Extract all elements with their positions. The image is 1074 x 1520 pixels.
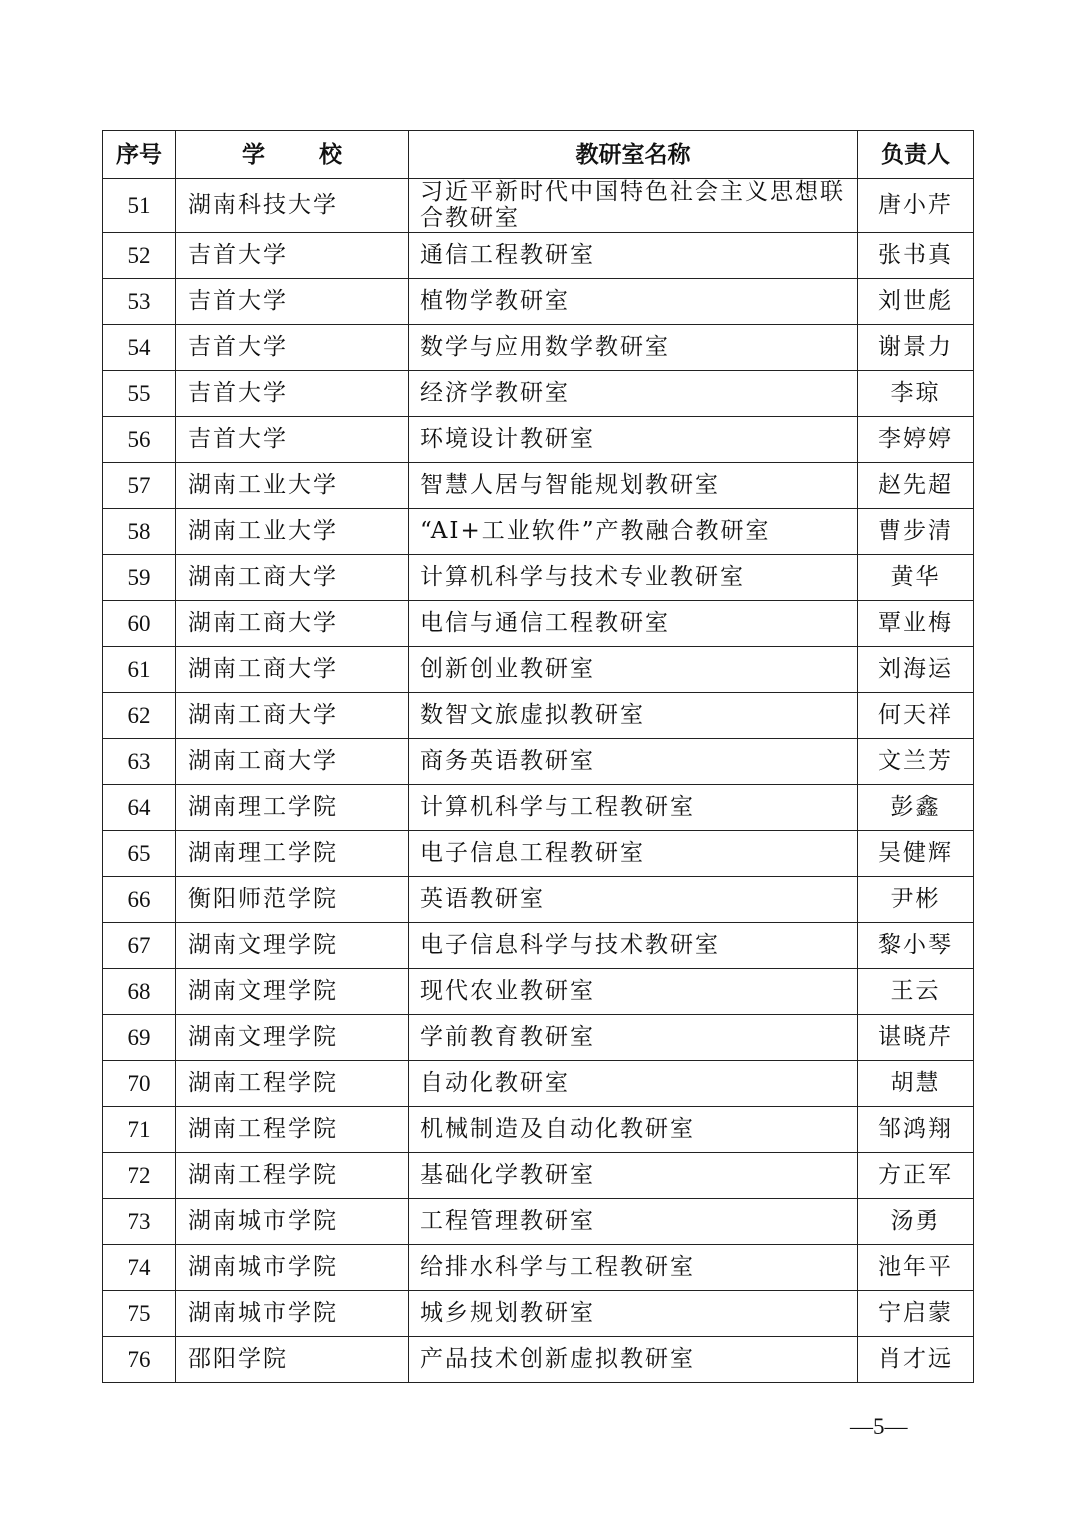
cell-lab-name: 通信工程教研室 <box>409 232 858 278</box>
table-row <box>103 922 974 968</box>
table-row <box>103 1014 974 1060</box>
cell-no: 54 <box>103 324 176 370</box>
cell-no: 63 <box>103 738 176 784</box>
cell-no: 64 <box>103 784 176 830</box>
table-row <box>103 554 974 600</box>
table-row <box>103 1198 974 1244</box>
cell-lab-name: 基础化学教研室 <box>409 1152 858 1198</box>
cell-school: 湖南文理学院 <box>176 922 409 968</box>
cell-school: 湖南城市学院 <box>176 1244 409 1290</box>
table-row <box>103 1060 974 1106</box>
cell-lab-name: 城乡规划教研室 <box>409 1290 858 1336</box>
cell-school: 吉首大学 <box>176 324 409 370</box>
cell-no: 70 <box>103 1060 176 1106</box>
table-row <box>103 830 974 876</box>
cell-school: 湖南理工学院 <box>176 784 409 830</box>
cell-person: 唐小芹 <box>858 179 974 233</box>
cell-lab-name: 智慧人居与智能规划教研室 <box>409 462 858 508</box>
table-row <box>103 738 974 784</box>
cell-lab-name: 现代农业教研室 <box>409 968 858 1014</box>
cell-no: 57 <box>103 462 176 508</box>
cell-person: 邹鸿翔 <box>858 1106 974 1152</box>
cell-lab-name: 机械制造及自动化教研室 <box>409 1106 858 1152</box>
cell-no: 55 <box>103 370 176 416</box>
cell-school: 湖南工业大学 <box>176 508 409 554</box>
table-row <box>103 278 974 324</box>
cell-school: 湖南工商大学 <box>176 554 409 600</box>
cell-no: 61 <box>103 646 176 692</box>
cell-school: 湖南工业大学 <box>176 462 409 508</box>
cell-no: 66 <box>103 876 176 922</box>
table-header-row <box>103 131 974 179</box>
cell-lab-name: 给排水科学与工程教研室 <box>409 1244 858 1290</box>
table-row <box>103 232 974 278</box>
page-number: —5— <box>850 1414 908 1439</box>
cell-person: 肖才远 <box>858 1336 974 1382</box>
header-school: 学校 <box>176 131 409 179</box>
cell-school: 湖南文理学院 <box>176 968 409 1014</box>
table-row <box>103 646 974 692</box>
cell-school: 吉首大学 <box>176 416 409 462</box>
cell-lab-name: 习近平新时代中国特色社会主义思想联合教研室 <box>409 179 858 233</box>
cell-person: 刘海运 <box>858 646 974 692</box>
cell-no: 72 <box>103 1152 176 1198</box>
cell-school: 湖南工商大学 <box>176 646 409 692</box>
table-row <box>103 324 974 370</box>
cell-person: 文兰芳 <box>858 738 974 784</box>
cell-school: 衡阳师范学院 <box>176 876 409 922</box>
cell-no: 59 <box>103 554 176 600</box>
cell-no: 60 <box>103 600 176 646</box>
cell-person: 张书真 <box>858 232 974 278</box>
cell-school: 湖南工商大学 <box>176 738 409 784</box>
table-row <box>103 1336 974 1382</box>
cell-lab-name: 数智文旅虚拟教研室 <box>409 692 858 738</box>
cell-person: 汤勇 <box>858 1198 974 1244</box>
cell-person: 李琼 <box>858 370 974 416</box>
cell-no: 76 <box>103 1336 176 1382</box>
cell-school: 吉首大学 <box>176 370 409 416</box>
cell-lab-name: 计算机科学与技术专业教研室 <box>409 554 858 600</box>
table-row <box>103 1290 974 1336</box>
table-row <box>103 600 974 646</box>
cell-no: 67 <box>103 922 176 968</box>
table-row <box>103 370 974 416</box>
table-row <box>103 508 974 554</box>
laboratory-table <box>102 130 974 1383</box>
cell-lab-name: 电子信息工程教研室 <box>409 830 858 876</box>
table-row <box>103 1106 974 1152</box>
cell-person: 黎小琴 <box>858 922 974 968</box>
cell-school: 湖南城市学院 <box>176 1198 409 1244</box>
cell-no: 71 <box>103 1106 176 1152</box>
cell-lab-name: 工程管理教研室 <box>409 1198 858 1244</box>
cell-person: 胡慧 <box>858 1060 974 1106</box>
cell-school: 湖南工程学院 <box>176 1060 409 1106</box>
header-person: 负责人 <box>858 131 974 179</box>
cell-lab-name: 产品技术创新虚拟教研室 <box>409 1336 858 1382</box>
cell-lab-name: “AI+工业软件”产教融合教研室 <box>409 508 858 554</box>
cell-lab-name: 植物学教研室 <box>409 278 858 324</box>
cell-no: 53 <box>103 278 176 324</box>
cell-school: 湖南城市学院 <box>176 1290 409 1336</box>
cell-no: 68 <box>103 968 176 1014</box>
cell-person: 吴健辉 <box>858 830 974 876</box>
cell-lab-name: 商务英语教研室 <box>409 738 858 784</box>
cell-person: 池年平 <box>858 1244 974 1290</box>
cell-lab-name: 自动化教研室 <box>409 1060 858 1106</box>
table-row <box>103 416 974 462</box>
cell-no: 51 <box>103 179 176 233</box>
cell-person: 刘世彪 <box>858 278 974 324</box>
cell-school: 湖南工程学院 <box>176 1106 409 1152</box>
cell-lab-name: 数学与应用数学教研室 <box>409 324 858 370</box>
cell-lab-name: 学前教育教研室 <box>409 1014 858 1060</box>
table-row <box>103 1244 974 1290</box>
cell-person: 赵先超 <box>858 462 974 508</box>
header-no: 序号 <box>103 131 176 179</box>
cell-school: 湖南工商大学 <box>176 600 409 646</box>
cell-person: 曹步清 <box>858 508 974 554</box>
cell-lab-name: 环境设计教研室 <box>409 416 858 462</box>
cell-no: 75 <box>103 1290 176 1336</box>
cell-school: 湖南工商大学 <box>176 692 409 738</box>
cell-person: 黄华 <box>858 554 974 600</box>
cell-no: 58 <box>103 508 176 554</box>
cell-no: 69 <box>103 1014 176 1060</box>
table-row <box>103 1152 974 1198</box>
cell-person: 谌晓芹 <box>858 1014 974 1060</box>
cell-school: 湖南文理学院 <box>176 1014 409 1060</box>
cell-school: 湖南科技大学 <box>176 179 409 233</box>
header-lab-name: 教研室名称 <box>409 131 858 179</box>
cell-person: 尹彬 <box>858 876 974 922</box>
table-row <box>103 876 974 922</box>
cell-no: 56 <box>103 416 176 462</box>
table-row <box>103 462 974 508</box>
cell-school: 吉首大学 <box>176 278 409 324</box>
cell-lab-name: 经济学教研室 <box>409 370 858 416</box>
cell-person: 李婷婷 <box>858 416 974 462</box>
cell-person: 宁启蒙 <box>858 1290 974 1336</box>
cell-no: 65 <box>103 830 176 876</box>
table-row <box>103 968 974 1014</box>
cell-person: 方正军 <box>858 1152 974 1198</box>
cell-lab-name: 英语教研室 <box>409 876 858 922</box>
cell-person: 何天祥 <box>858 692 974 738</box>
cell-no: 73 <box>103 1198 176 1244</box>
cell-lab-name: 创新创业教研室 <box>409 646 858 692</box>
cell-no: 52 <box>103 232 176 278</box>
cell-person: 谢景力 <box>858 324 974 370</box>
cell-school: 邵阳学院 <box>176 1336 409 1382</box>
table-row <box>103 692 974 738</box>
cell-lab-name: 电信与通信工程教研室 <box>409 600 858 646</box>
cell-no: 74 <box>103 1244 176 1290</box>
cell-lab-name: 电子信息科学与技术教研室 <box>409 922 858 968</box>
cell-lab-name: 计算机科学与工程教研室 <box>409 784 858 830</box>
table-row <box>103 179 974 233</box>
cell-no: 62 <box>103 692 176 738</box>
cell-person: 彭鑫 <box>858 784 974 830</box>
cell-school: 湖南理工学院 <box>176 830 409 876</box>
cell-school: 吉首大学 <box>176 232 409 278</box>
table-row <box>103 784 974 830</box>
cell-school: 湖南工程学院 <box>176 1152 409 1198</box>
cell-person: 王云 <box>858 968 974 1014</box>
cell-person: 覃业梅 <box>858 600 974 646</box>
